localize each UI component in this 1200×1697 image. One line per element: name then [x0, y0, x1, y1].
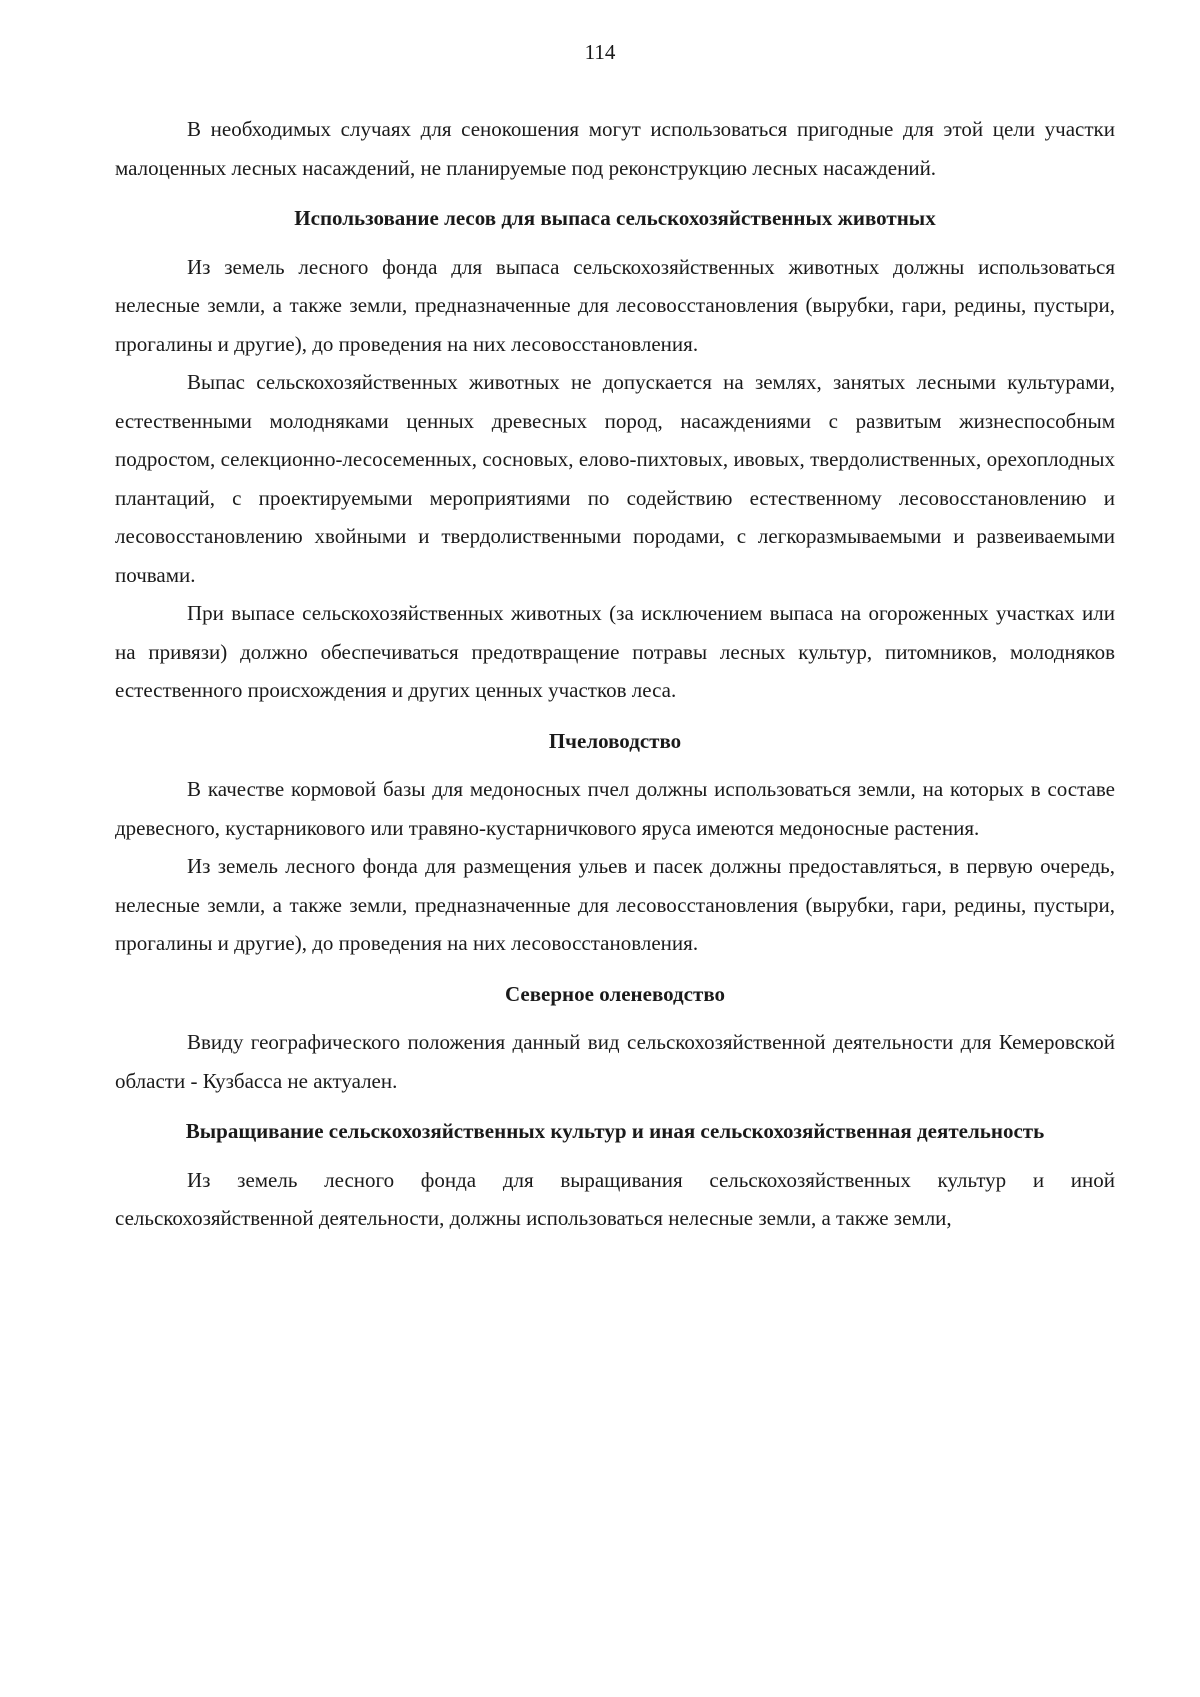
- paragraph-grazing-protection: При выпасе сельскохозяйственных животных (за исключением выпаса на огороженных участках или на привязи) должно обеспечиваться предотвращение потравы лесных культур, питомников, молодняков естественного происхождения и других ценных участков леса.: [115, 601, 1115, 702]
- heading-beekeeping: Пчеловодство: [548, 728, 682, 753]
- paragraph-reindeer-not-relevant: Ввиду географического положения данный вид сельскохозяйственной деятельности для Кемеровской области - Кузбасса не актуален.: [115, 1030, 1115, 1093]
- paragraph-grazing-lands: Из земель лесного фонда для выпаса сельскохозяйственных животных должны использоваться нелесные земли, а также земли, предназначенные для лесовосстановления (вырубки, гари, редины, пустыри, прогалины и другие), до проведения на них лесовосстановления.: [115, 254, 1115, 356]
- paragraph-apiary-lands: Из земель лесного фонда для размещения ульев и пасек должны предоставляться, в первую очередь, нелесные земли, а также земли, предназначенные для лесовосстановления (вырубки, гари, редины, пустыри, прогалины и другие), до проведения на них лесовосстановления.: [115, 854, 1115, 955]
- heading-reindeer-herding: Северное оленеводство: [504, 981, 726, 1006]
- heading-livestock-grazing: Использование лесов для выпаса сельскохозяйственных животных: [294, 206, 936, 230]
- page-number: 114: [584, 40, 616, 64]
- heading-crop-cultivation: Выращивание сельскохозяйственных культур и иная сельскохозяйственная деятельность: [185, 1119, 1045, 1143]
- paragraph-crop-lands: Из земель лесного фонда для выращивания сельскохозяйственных культур и иной сельскохозяйственной деятельности, должны использоваться нелесные земли, а также земли,: [115, 1167, 1115, 1230]
- paragraph-grazing-prohibited: Выпас сельскохозяйственных животных не допускается на землях, занятых лесными культурами, естественными молодняками ценных древесных пород, насаждениями с развитым жизнеспособным подростом, селекционно-лесосеменных, сосновых, елово-пихтовых, ивовых, твердолиственных, орехоплодных плантаций, с проектируемыми мероприятиями по содействию естественному лесовосстановлению и лесовосстановлению хвойными и твердолиственными породами, с легкоразмываемыми и развеиваемыми почвами.: [115, 370, 1115, 587]
- paragraph-bee-forage: В качестве кормовой базы для медоносных пчел должны использоваться земли, на которых в составе древесного, кустарникового или травяно-кустарничкового яруса имеются медоносные растения.: [115, 777, 1115, 840]
- document-body: [115, 110, 1115, 1238]
- paragraph-haymaking: В необходимых случаях для сенокошения могут использоваться пригодные для этой цели участки малоценных лесных насаждений, не планируемые под реконструкцию лесных насаждений.: [115, 117, 1115, 180]
